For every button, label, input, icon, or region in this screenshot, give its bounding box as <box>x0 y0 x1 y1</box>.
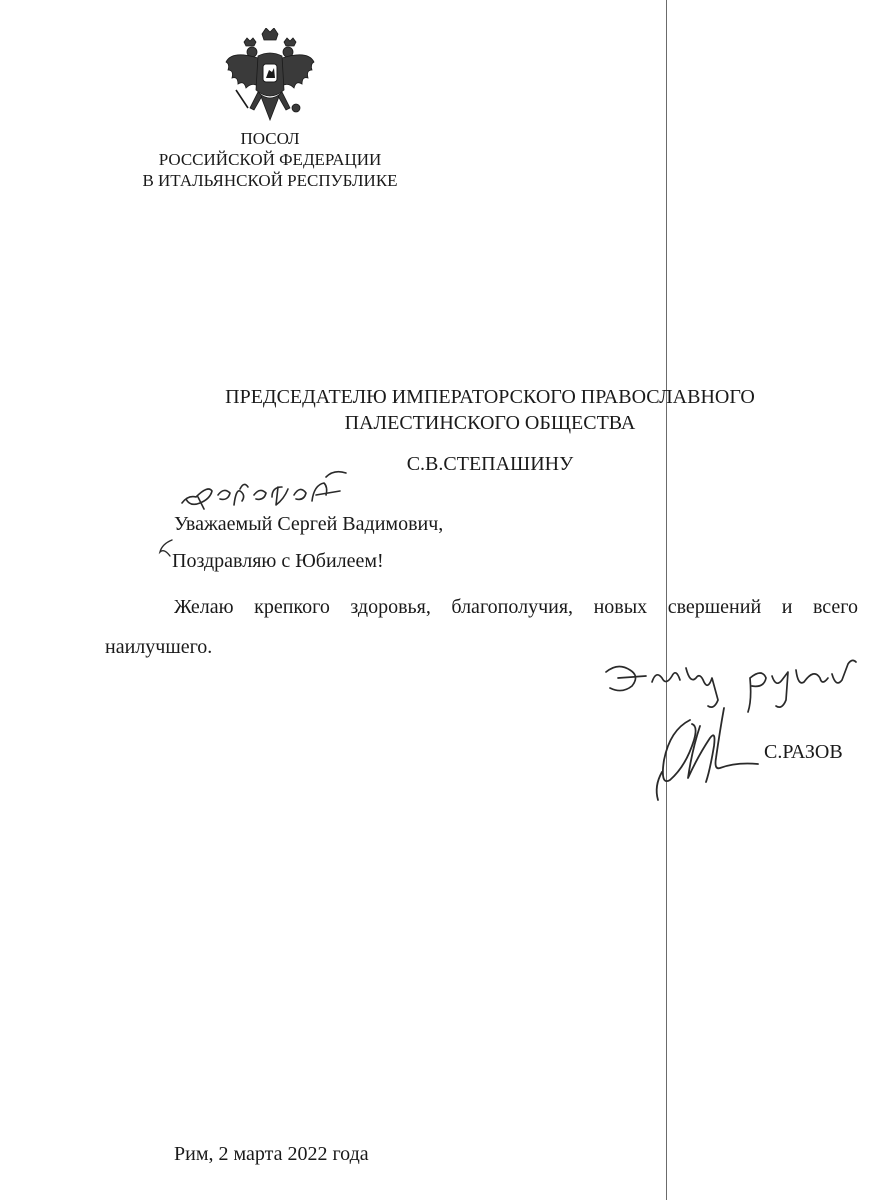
addressee-block <box>140 384 840 477</box>
wishes-paragraph: Желаю крепкого здоровья, благополучия, новых свершений и всего наилучшего. <box>105 596 858 658</box>
sender-line: В ИТАЛЬЯНСКОЙ РЕСПУБЛИКЕ <box>142 171 398 190</box>
addressee-line: ПАЛЕСТИНСКОГО ОБЩЕСТВА <box>344 412 636 434</box>
salutation: Уважаемый Сергей Вадимович, <box>174 513 444 535</box>
emblem-icon <box>222 28 318 130</box>
addressee-line: ПРЕДСЕДАТЕЛЮ ИМПЕРАТОРСКОГО ПРАВОСЛАВНОГО <box>225 386 755 408</box>
congratulation-line: Поздравляю с Юбилеем! <box>172 550 384 572</box>
signature-icon <box>640 690 770 810</box>
addressee-name: С.В.СТЕПАШИНУ <box>406 453 574 475</box>
signer-name: С.РАЗОВ <box>764 741 843 763</box>
handwritten-insertion-icon <box>178 465 353 515</box>
date-place-line: Рим, 2 марта 2022 года <box>174 1143 369 1165</box>
sender-line: РОССИЙСКОЙ ФЕДЕРАЦИИ <box>158 150 382 169</box>
sender-line: ПОСОЛ <box>240 129 300 148</box>
sender-title <box>120 128 420 191</box>
